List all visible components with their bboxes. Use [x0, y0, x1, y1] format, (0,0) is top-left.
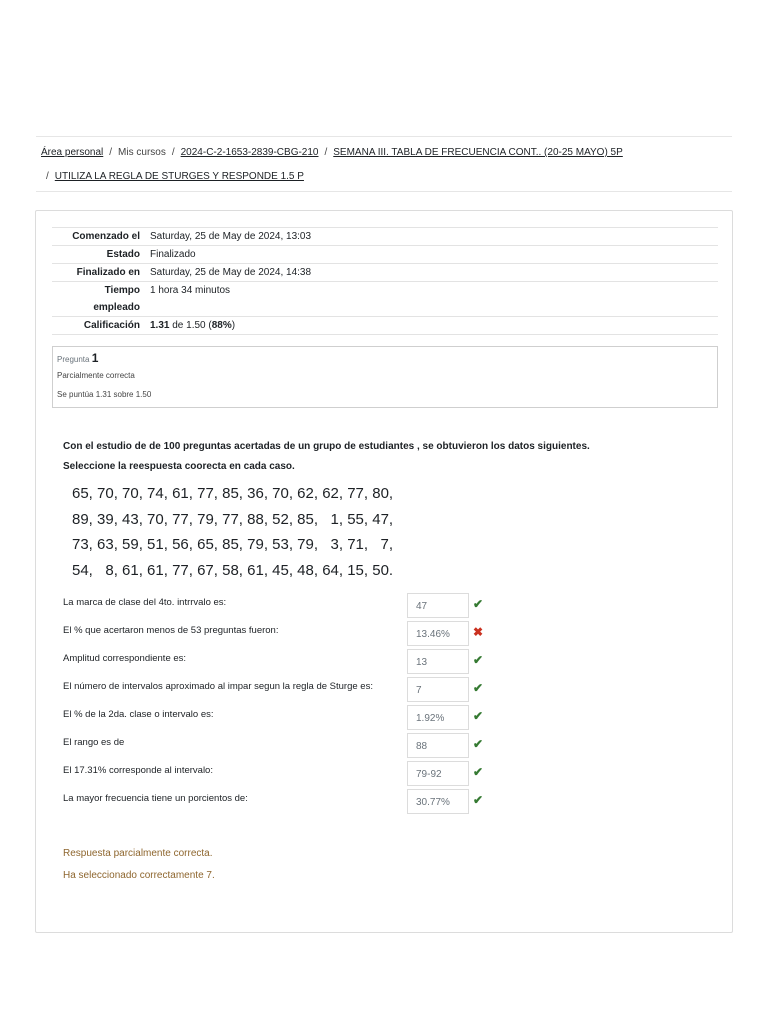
- summary-row-time-taken: [52, 281, 718, 316]
- answer-select[interactable]: 88: [407, 733, 469, 758]
- summary-row-finished: [52, 263, 718, 281]
- incorrect-cross-icon: ✖: [473, 625, 484, 639]
- summary-row-state: [52, 245, 718, 263]
- breadcrumb-link-dashboard[interactable]: Área personal: [41, 147, 104, 158]
- feedback-line: Respuesta parcialmente correcta.: [63, 848, 213, 859]
- answer-row: [63, 733, 703, 761]
- breadcrumb-separator: /: [324, 147, 328, 158]
- breadcrumb-link-week[interactable]: SEMANA III. TABLA DE FRECUENCIA CONT.. (20-25 MAYO) 5P: [333, 147, 623, 158]
- answer-row: [63, 621, 703, 649]
- answer-label: La marca de clase del 4to. intrrvalo es:: [63, 597, 227, 608]
- breadcrumb-separator: /: [109, 147, 113, 158]
- question-text-line-1: Con el estudio de de 100 preguntas acertadas de un grupo de estudiantes , se obtuvieron los datos siguientes.: [63, 441, 590, 452]
- breadcrumb-separator: /: [171, 147, 175, 158]
- correct-check-icon: ✔: [473, 653, 484, 667]
- summary-label: Tiempo empleado: [93, 285, 140, 313]
- summary-value: Saturday, 25 de May de 2024, 13:03: [150, 231, 312, 242]
- breadcrumb-separator: /: [46, 171, 49, 182]
- data-line: 65, 70, 70, 74, 61, 77, 85, 36, 70, 62, 62, 77, 80,: [72, 485, 394, 502]
- question-state: Parcialmente correcta: [57, 371, 135, 380]
- answer-select[interactable]: 13.46%: [407, 621, 469, 646]
- answer-label: La mayor frecuencia tiene un porcientos de:: [63, 793, 248, 804]
- answer-label: El rango es de: [63, 737, 125, 748]
- correct-check-icon: ✔: [473, 765, 484, 779]
- answer-row: [63, 761, 703, 789]
- answer-label: El % de la 2da. clase o intervalo es:: [63, 709, 214, 720]
- question-grade: Se puntúa 1.31 sobre 1.50: [57, 390, 152, 399]
- answer-select[interactable]: 30.77%: [407, 789, 469, 814]
- question-content: [63, 437, 703, 583]
- answer-select[interactable]: 7: [407, 677, 469, 702]
- answer-row: [63, 789, 703, 817]
- summary-value: 1 hora 34 minutos: [150, 285, 231, 296]
- summary-value: Saturday, 25 de May de 2024, 14:38: [150, 267, 312, 278]
- answer-select[interactable]: 1.92%: [407, 705, 469, 730]
- answer-row: [63, 705, 703, 733]
- correct-check-icon: ✔: [473, 793, 484, 807]
- answer-label: Amplitud correspondiente es:: [63, 653, 187, 664]
- breadcrumb-link-quiz[interactable]: UTILIZA LA REGLA DE STURGES Y RESPONDE 1.5 P: [54, 171, 304, 182]
- answer-row: [63, 649, 703, 677]
- answer-row: [63, 593, 703, 621]
- attempt-summary-table: [52, 227, 718, 335]
- summary-label: Estado: [106, 249, 140, 260]
- breadcrumb-item-my-courses: Mis cursos: [118, 147, 166, 158]
- breadcrumb-line-2: [46, 171, 304, 183]
- breadcrumb-link-course[interactable]: 2024-C-2-1653-2839-CBG-210: [180, 147, 319, 158]
- question-number-value: 1: [91, 351, 99, 365]
- grade-text-end: ): [231, 320, 236, 331]
- answer-select[interactable]: 13: [407, 649, 469, 674]
- summary-row-grade: [52, 316, 718, 335]
- answer-label: El 17.31% corresponde al intervalo:: [63, 765, 213, 776]
- answers-list: [63, 593, 703, 817]
- grade-percent: 88%: [211, 320, 232, 331]
- question-text-line-2: Seleccione la reespuesta coorecta en cada caso.: [63, 461, 295, 472]
- correct-check-icon: ✔: [473, 597, 484, 611]
- question-info-box: [52, 346, 718, 408]
- breadcrumb-line-1: [41, 147, 623, 159]
- summary-label: Finalizado en: [76, 267, 140, 278]
- question-feedback: [63, 846, 215, 890]
- grade-text: de 1.50 (: [169, 320, 212, 331]
- summary-label: Comenzado el: [72, 231, 140, 242]
- answer-label: El % que acertaron menos de 53 preguntas fueron:: [63, 625, 279, 636]
- answer-label: El número de intervalos aproximado al impar segun la regla de Sturge es:: [63, 681, 373, 692]
- feedback-line: Ha seleccionado correctamente 7.: [63, 870, 215, 881]
- question-data-block: [72, 481, 703, 583]
- quiz-review-card: [35, 210, 733, 933]
- data-line: 54, 8, 61, 61, 77, 67, 58, 61, 45, 48, 64, 15, 50.: [72, 561, 394, 579]
- correct-check-icon: ✔: [473, 709, 484, 723]
- answer-select[interactable]: 47: [407, 593, 469, 618]
- summary-value: [150, 317, 718, 334]
- summary-value: Finalizado: [150, 249, 196, 260]
- correct-check-icon: ✔: [473, 681, 484, 695]
- answer-row: [63, 677, 703, 705]
- question-number: [57, 351, 713, 365]
- breadcrumb: [36, 136, 732, 192]
- summary-row-started: [52, 227, 718, 245]
- answer-select[interactable]: 79-92: [407, 761, 469, 786]
- summary-label: Calificación: [83, 320, 140, 331]
- data-line: 73, 63, 59, 51, 56, 65, 85, 79, 53, 79, 3, 71, 7,: [72, 536, 394, 553]
- correct-check-icon: ✔: [473, 737, 484, 751]
- question-number-label: Pregunta: [57, 355, 90, 364]
- data-line: 89, 39, 43, 70, 77, 79, 77, 88, 52, 85, 1, 55, 47,: [72, 510, 394, 528]
- grade-score: 1.31: [150, 320, 170, 331]
